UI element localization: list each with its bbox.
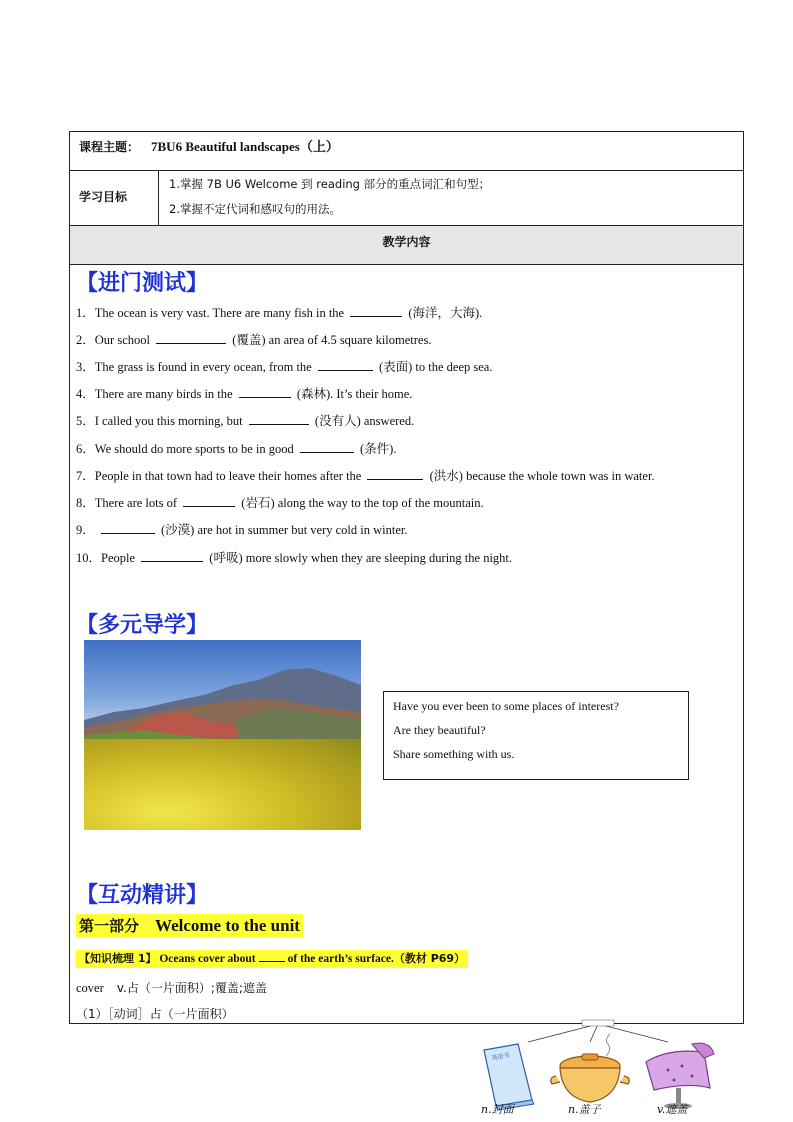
- answer-blank[interactable]: [239, 385, 291, 398]
- goals-label: 学习目标: [70, 171, 159, 225]
- answer-blank[interactable]: [183, 494, 235, 507]
- question-item: 2．Our school (覆盖) an area of 4.5 square kilometres.: [76, 333, 432, 347]
- answer-blank[interactable]: [259, 950, 285, 962]
- answer-blank[interactable]: [300, 440, 354, 453]
- caption-cover-noun: n.封面: [481, 1103, 514, 1116]
- question-item: 1．The ocean is very vast. There are many fish in the (海洋，大海).: [76, 306, 483, 320]
- goal-item: 2.掌握不定代词和感叹句的用法。: [169, 202, 341, 216]
- section-title-guided-learning: 【多元导学】: [76, 613, 209, 638]
- caption-cover-verb: v.遮盖: [657, 1103, 688, 1116]
- goals-row: [70, 171, 743, 226]
- answer-blank[interactable]: [350, 304, 402, 317]
- covered-chair-icon: [646, 1043, 714, 1109]
- vocab-word: cover: [76, 981, 104, 995]
- knowledge-point-label: 【知识梳理 1】: [79, 952, 157, 965]
- question-item: 3．The grass is found in every ocean, from the (表面) to the deep sea.: [76, 360, 493, 374]
- part-title: Welcome to the unit: [155, 916, 300, 935]
- question-item: 5．I called you this morning, but (没有人) answered.: [76, 414, 415, 428]
- question-item: 7．People in that town had to leave their homes after the (洪水) because the whole town was in water.: [76, 469, 655, 483]
- answer-blank[interactable]: [249, 412, 309, 425]
- discussion-question: Have you ever been to some places of interest?: [393, 699, 619, 713]
- discussion-question: Are they beautiful?: [393, 723, 486, 737]
- question-item: 9． (沙漠) are hot in summer but very cold in winter.: [76, 523, 408, 537]
- question-item: 6．We should do more sports to be in good (条件).: [76, 442, 397, 456]
- discussion-questions-box: [383, 691, 689, 780]
- question-item: 4．There are many birds in the (森林). It’s their home.: [76, 387, 413, 401]
- goal-item: 1.掌握 7B U6 Welcome 到 reading 部分的重点词汇和句型；: [169, 177, 491, 191]
- discussion-question: Share something with us.: [393, 747, 515, 761]
- part-label: 第一部分: [79, 917, 140, 935]
- definition-line: [76, 979, 267, 996]
- section-title-interactive-lecture: 【互动精讲】: [76, 883, 209, 908]
- topic-value: 7BU6 Beautiful landscapes（上）: [151, 139, 339, 154]
- answer-blank[interactable]: [156, 331, 226, 344]
- topic-row: [70, 132, 743, 171]
- answer-blank[interactable]: [318, 358, 373, 371]
- svg-text:英语书: 英语书: [491, 1051, 511, 1062]
- answer-blank[interactable]: [367, 467, 423, 480]
- teaching-content-header: 教学内容: [382, 235, 431, 249]
- question-item: 10．People (呼吸) more slowly when they are sleeping during the night.: [76, 551, 513, 565]
- course-topic: [79, 136, 339, 155]
- question-item: 8．There are lots of (岩石) along the way to the top of the mountain.: [76, 496, 484, 510]
- part-heading: [76, 914, 303, 938]
- topic-label: 课程主题：: [79, 140, 140, 154]
- answer-blank[interactable]: [141, 549, 203, 562]
- caption-lid-noun: n.盖子: [568, 1103, 601, 1116]
- knowledge-point-heading: 【知识梳理 1】 Oceans cover about of the earth’s surface.（教材 P69）: [76, 950, 468, 968]
- answer-blank[interactable]: [101, 521, 155, 534]
- section-title-entry-test: 【进门测试】: [76, 271, 209, 296]
- sub-item: （1）［动词］占（一片面积）: [76, 1007, 234, 1021]
- vocab-definition: v.占（一片面积）;覆盖;遮盖: [116, 981, 267, 995]
- landscape-photo: [84, 640, 361, 830]
- pot-icon: [551, 1034, 630, 1102]
